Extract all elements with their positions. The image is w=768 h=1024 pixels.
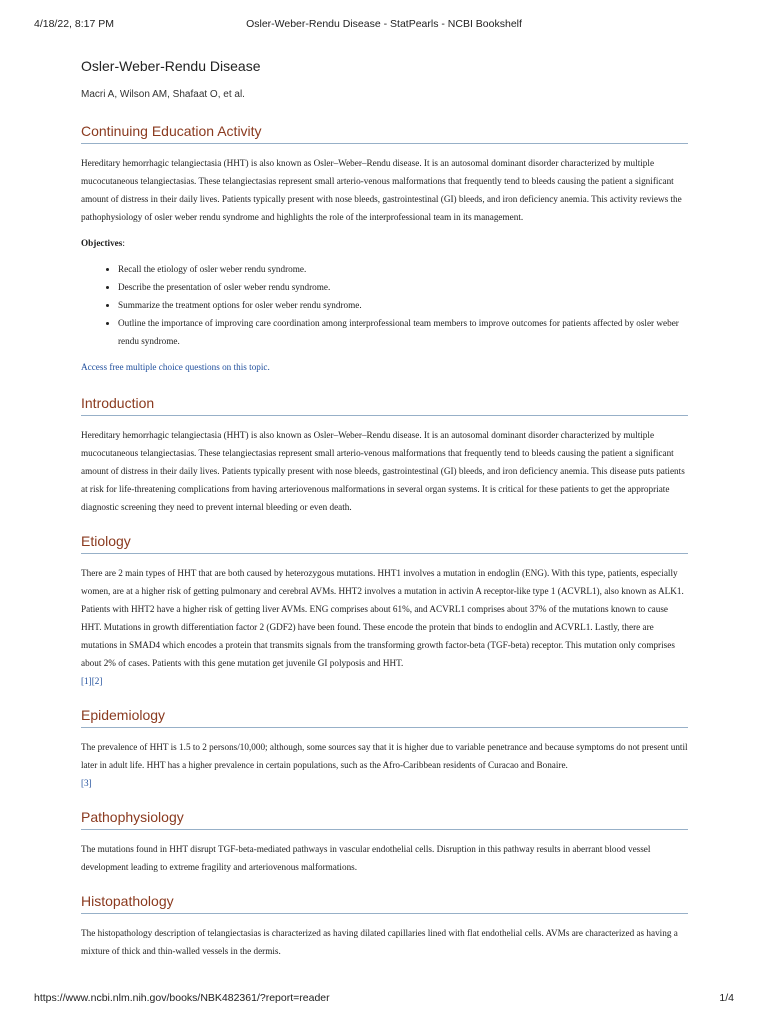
- section-heading-epidemiology: Epidemiology: [81, 706, 688, 728]
- etiology-text: There are 2 main types of HHT that are both caused by heterozygous mutations. HHT1 involves a mutation in endoglin (ENG). With this type, patients, especially women, are at a higher risk of getting pulmonary and cerebral AVMs. HHT2 involves a mutation in activin A receptor-like type 1 (ACVRL1), also known as ALK1. Patients with HHT2 have a higher risk of getting liver AVMs. ENG comprises about 61%, and ACVRL1 comprises about 37% of the mutations known to cause HHT. Mutations in growth differentiation factor 2 (GDF2) have been found. These encode the protein that binds to endoglin and ACVRL1. Lastly, there are mutations in SMAD4 which encodes a protein that transmits signals from the transforming growth factor-beta (TGF-beta) receptor. This mutation only comprises about 2% of cases. Patients with this gene mutation get juvenile GI polyposis and HHT.: [81, 568, 684, 668]
- objectives-list: [81, 260, 688, 350]
- print-footer: [34, 992, 734, 1006]
- section-body-pathophysiology: The mutations found in HHT disrupt TGF-beta-mediated pathways in vascular endothelial cells. Disruption in this pathway results in aberrant blood vessel development leading to extreme fragility and arteriovenous malformations.: [81, 844, 651, 872]
- section-body-continuing-education: Hereditary hemorrhagic telangiectasia (HHT) is also known as Osler–Weber–Rendu disease. It is an autosomal dominant disorder characterized by multiple mucocutaneous telangiectasias. These telangiectasias represent small arterio-venous malformations that frequently tend to bleeds causing the patient a significant amount of distress in their daily lives. Patients typically present with nose bleeds, gastrointestinal (GI) bleeds, and iron deficiency anemia. This activity reviews the pathophysiology of osler weber rendu syndrome and highlights the role of the interprofessional team in its management.: [81, 158, 682, 222]
- section-epidemiology: [81, 706, 688, 792]
- print-url: https://www.ncbi.nlm.nih.gov/books/NBK482361/?report=reader: [34, 992, 330, 1004]
- print-header: [34, 18, 734, 32]
- objective-item: • Recall the etiology of osler weber rendu syndrome.: [118, 260, 688, 278]
- section-body-introduction: Hereditary hemorrhagic telangiectasia (HHT) is also known as Osler–Weber–Rendu disease. It is an autosomal dominant disorder characterized by multiple mucocutaneous telangiectasias. These telangiectasias represent small arterio-venous malformations that frequently tend to bleeds causing the patient a significant amount of distress in their daily lives. Patients typically present with nose bleeds, gastrointestinal (GI) bleeds, and iron deficiency anemia. This disease puts patients at risk for life-threatening complications from having arteriovenous malformations in several organ systems. It is critical for these patients to get the appropriate diagnostic screening they need to prevent internal bleeding or even death.: [81, 430, 685, 512]
- objectives-heading: [81, 234, 688, 252]
- section-pathophysiology: [81, 808, 688, 876]
- section-etiology: [81, 532, 688, 690]
- section-body-etiology: [81, 564, 688, 690]
- reference-link[interactable]: [3]: [81, 778, 92, 788]
- section-heading-continuing-education: Continuing Education Activity: [81, 122, 688, 144]
- section-histopathology: [81, 892, 688, 960]
- section-continuing-education: [81, 122, 688, 376]
- objectives-colon: :: [122, 238, 125, 248]
- print-page-title: Osler-Weber-Rendu Disease - StatPearls - NCBI Bookshelf: [246, 18, 522, 30]
- article-title: Osler-Weber-Rendu Disease: [81, 58, 261, 74]
- section-heading-pathophysiology: Pathophysiology: [81, 808, 688, 830]
- section-body-histopathology: The histopathology description of telangiectasias is characterized as having dilated capillaries lined with flat endothelial cells. AVMs are characterized as having a mixture of thick and thin-walled vessels in the dermis.: [81, 928, 678, 956]
- print-date: 4/18/22, 8:17 PM: [34, 18, 114, 30]
- objective-item: • Describe the presentation of osler weber rendu syndrome.: [118, 278, 688, 296]
- article-authors: Macri A, Wilson AM, Shafaat O, et al.: [81, 89, 245, 100]
- mcq-link[interactable]: Access free multiple choice questions on this topic.: [81, 362, 270, 372]
- section-heading-introduction: Introduction: [81, 394, 688, 416]
- reference-link[interactable]: [1][2]: [81, 676, 103, 686]
- objectives-label: Objectives: [81, 238, 123, 248]
- section-introduction: [81, 394, 688, 516]
- section-heading-histopathology: Histopathology: [81, 892, 688, 914]
- page-number: 1/4: [719, 992, 734, 1004]
- article-content: [81, 56, 688, 960]
- epidemiology-text: The prevalence of HHT is 1.5 to 2 persons/10,000; although, some sources say that it is higher due to variable penetrance and because symptoms do not present until later in adult life. HHT has a higher prevalence in certain populations, such as the Afro-Caribbean residents of Curacao and Bonaire.: [81, 742, 688, 770]
- section-body-epidemiology: [81, 738, 688, 792]
- objective-item: • Outline the importance of improving care coordination among interprofessional team members to improve outcomes for patients affected by osler weber rendu syndrome.: [118, 314, 688, 350]
- objective-item: • Summarize the treatment options for osler weber rendu syndrome.: [118, 296, 688, 314]
- section-heading-etiology: Etiology: [81, 532, 688, 554]
